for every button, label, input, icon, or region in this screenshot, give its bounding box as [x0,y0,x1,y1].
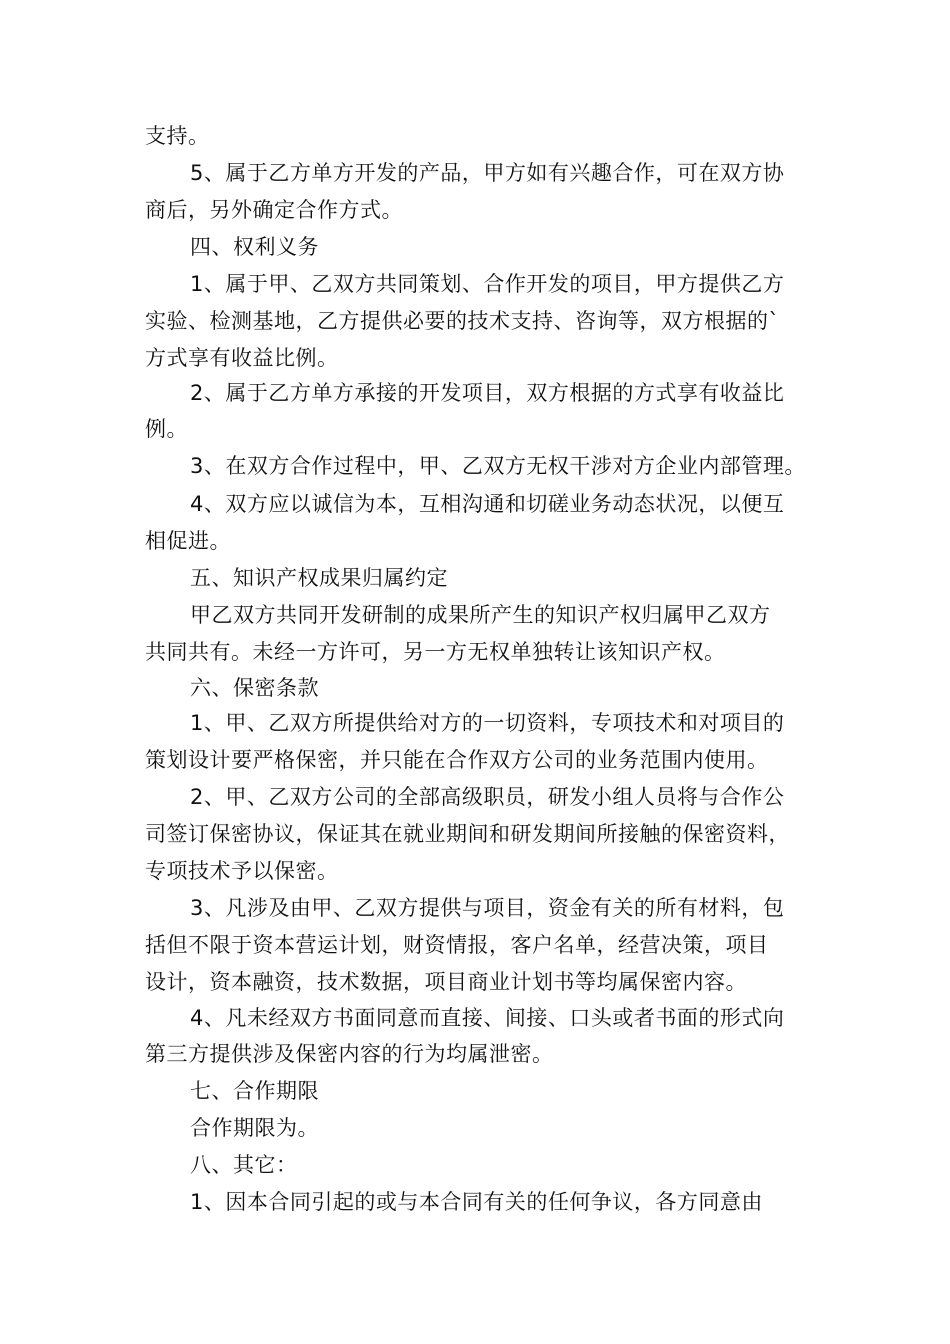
text-line: 专项技术予以保密。 [145,859,339,883]
text-line: 5、属于乙方单方开发的产品，甲方如有兴趣合作，可在双方协 [190,161,785,185]
text-line: 支持。 [145,124,210,148]
text-line: 括但不限于资本营运计划，财资情报，客户名单，经营决策，项目 [145,933,769,957]
text-line: 3、凡涉及由甲、乙双方提供与项目，资金有关的所有材料，包 [190,896,785,920]
text-line: 合作期限为。 [190,1116,319,1140]
section-heading: 四、权利义务 [190,235,319,259]
text-line: 1、因本合同引起的或与本合同有关的任何争议，各方同意由 [190,1190,763,1214]
text-line: 相促进。 [145,529,231,553]
text-line: 3、在双方合作过程中，甲、乙双方无权干涉对方企业内部管理。 [190,454,806,478]
text-line: 甲乙双方共同开发研制的成果所产生的知识产权归属甲乙双方 [190,603,771,627]
text-line: 方式享有收益比例。 [145,346,339,370]
text-line: 2、甲、乙双方公司的全部高级职员，研发小组人员将与合作公 [190,785,785,809]
text-line: 第三方提供涉及保密内容的行为均属泄密。 [145,1042,554,1066]
text-line: 1、甲、乙双方所提供给对方的一切资料，专项技术和对项目的 [190,711,785,735]
text-line: 4、双方应以诚信为本，互相沟通和切磋业务动态状况，以便互 [190,492,785,516]
text-line: 例。 [145,417,188,441]
text-line: 4、凡未经双方书面同意而直接、间接、口头或者书面的形式向 [190,1006,785,1030]
text-line: 策划设计要严格保密，并只能在合作双方公司的业务范围内使用。 [145,748,769,772]
section-heading: 五、知识产权成果归属约定 [190,566,448,590]
text-line: 设计，资本融资，技术数据，项目商业计划书等均属保密内容。 [145,970,747,994]
text-line: 2、属于乙方单方承接的开发项目，双方根据的方式享有收益比 [190,381,785,405]
text-line: 商后，另外确定合作方式。 [145,198,403,222]
text-line: 司签订保密协议，保证其在就业期间和研发期间所接触的保密资料， [145,822,790,846]
section-heading: 六、保密条款 [190,676,319,700]
section-heading: 八、其它： [190,1153,298,1177]
text-line: 实验、检测基地，乙方提供必要的技术支持、咨询等，双方根据的` [145,309,780,333]
section-heading: 七、合作期限 [190,1079,319,1103]
text-line: 1、属于甲、乙双方共同策划、合作开发的项目，甲方提供乙方 [190,272,785,296]
text-line: 共同共有。未经一方许可，另一方无权单独转让该知识产权。 [145,640,726,664]
